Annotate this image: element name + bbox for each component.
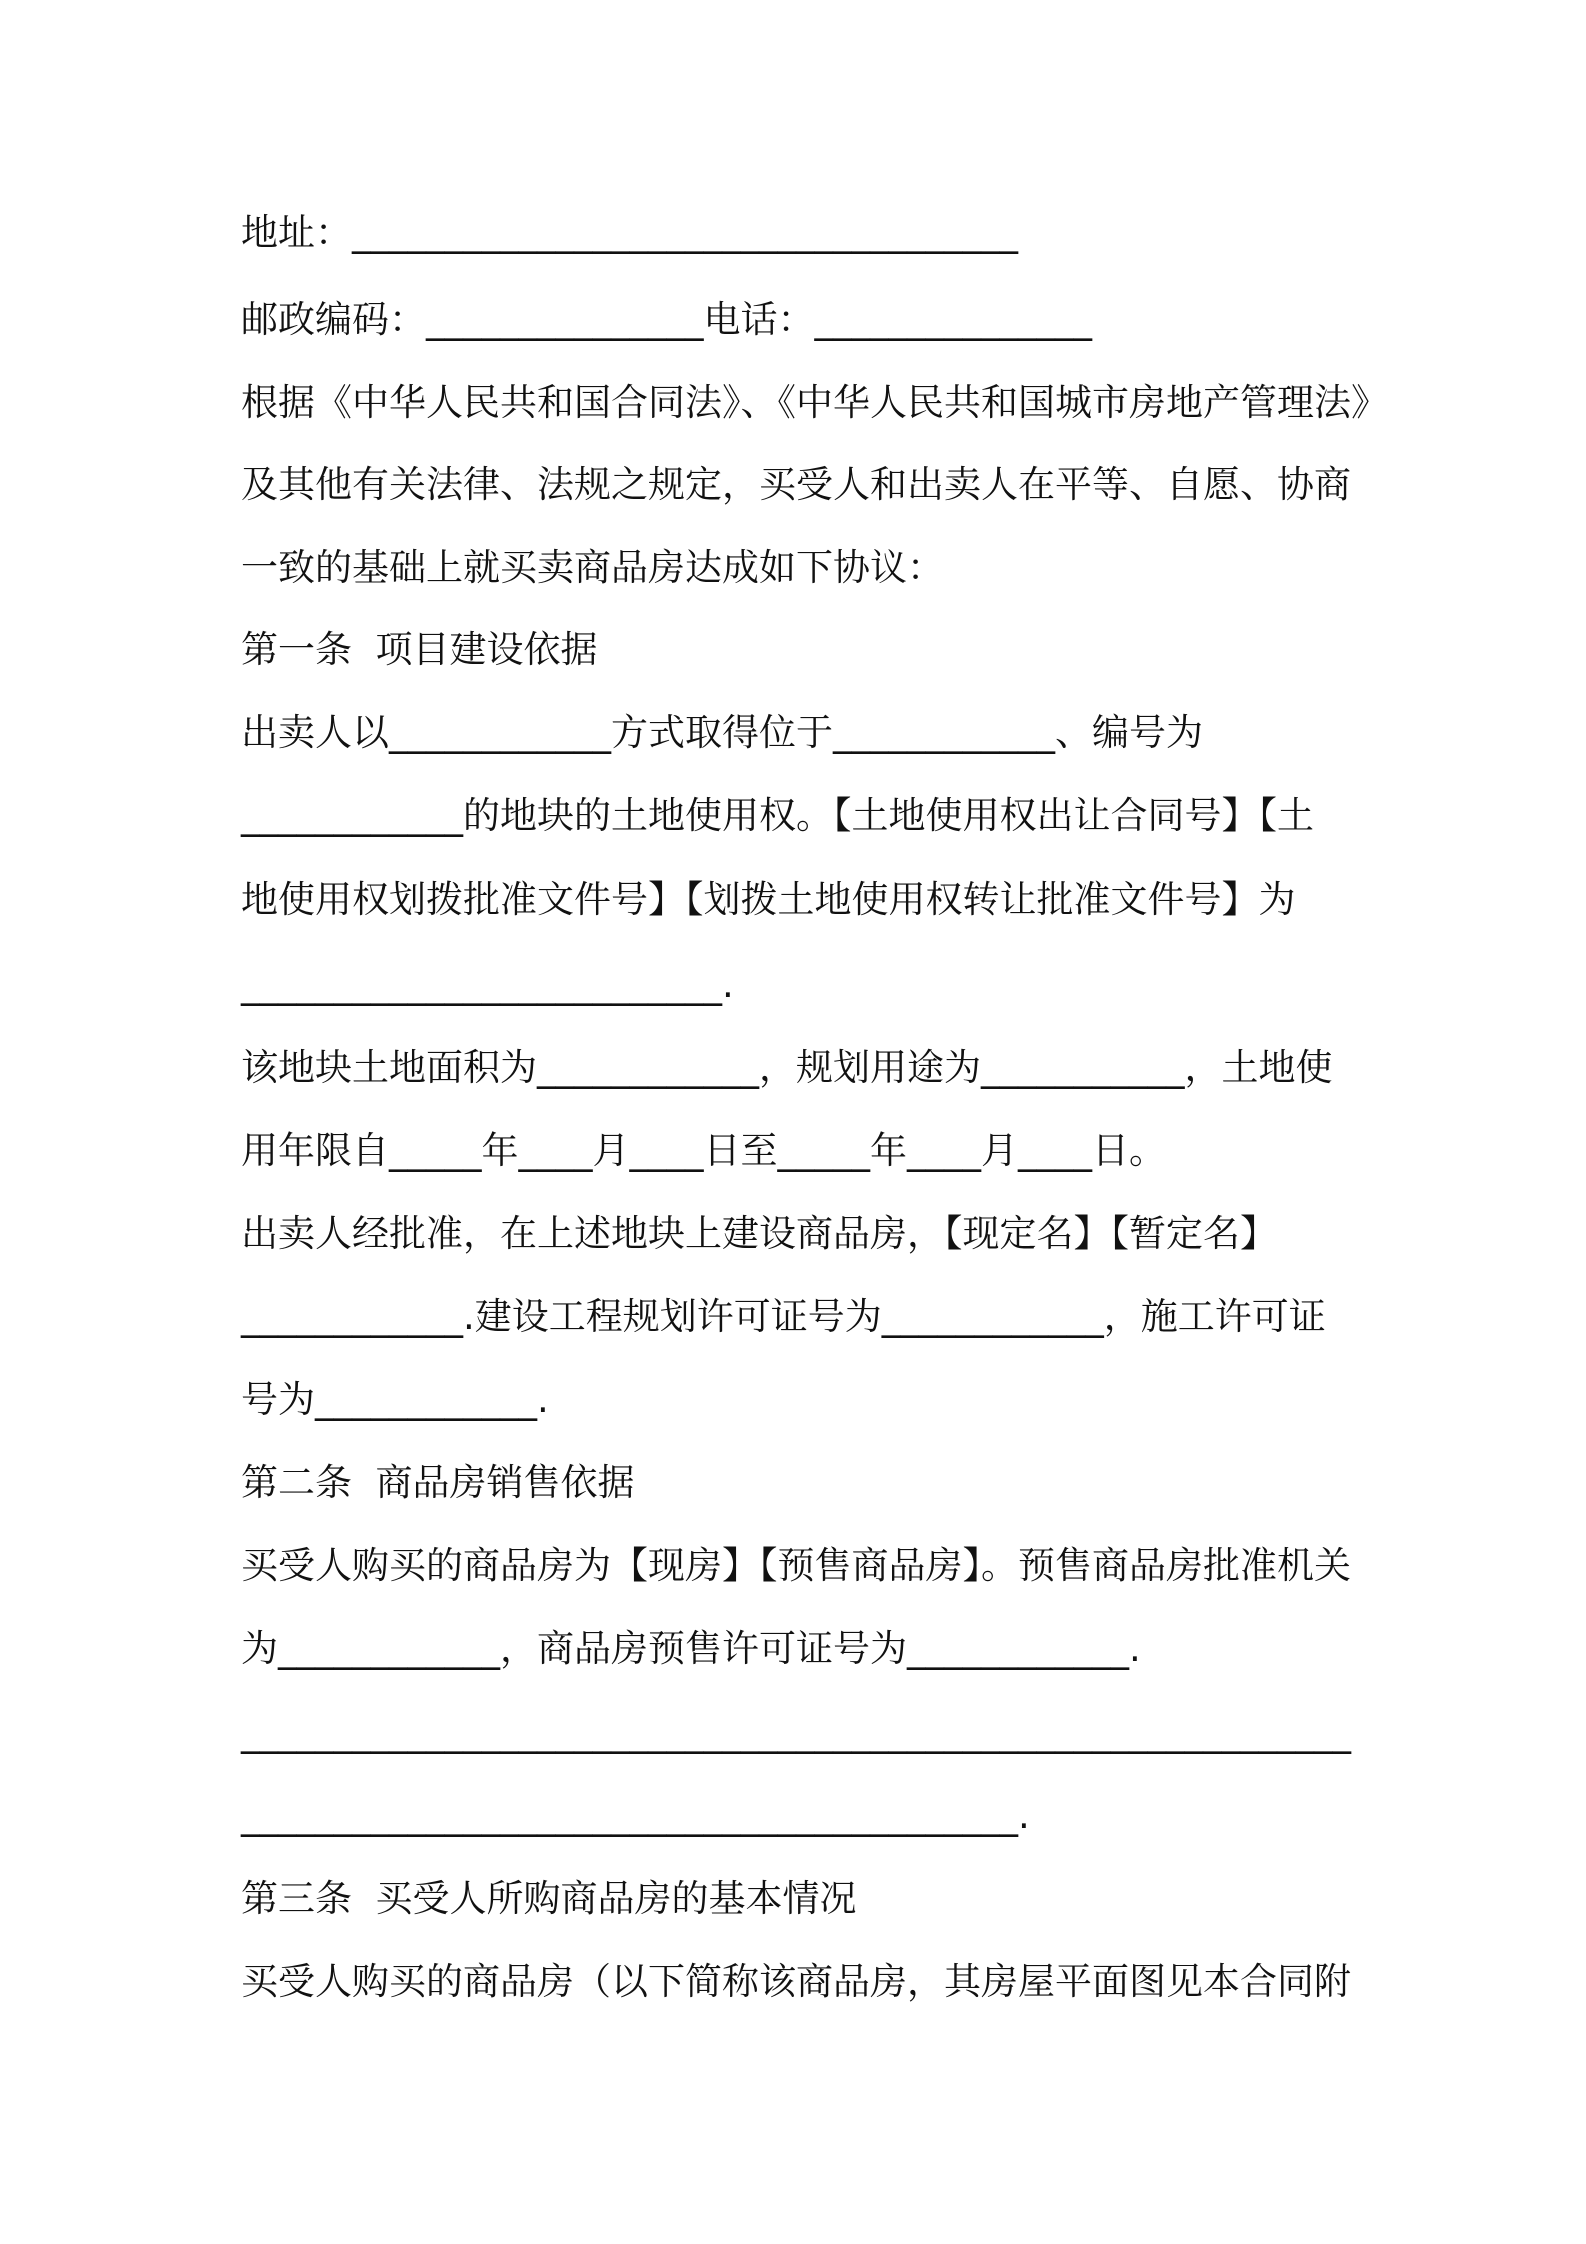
article-1-line-8: ____________.建设工程规划许可证号为____________，施工许可证: [241, 1295, 1326, 1338]
preamble-line-2: 及其他有关法律、法规之规定，买受人和出卖人在平等、自愿、协商: [241, 463, 1351, 506]
article-1-line-4: __________________________.: [241, 963, 734, 1006]
preamble-line-3: 一致的基础上就买卖商品房达成如下协议：: [241, 546, 944, 589]
article-1-line-3: 地使用权划拨批准文件号】【划拨土地使用权转让批准文件号】为: [241, 878, 1296, 921]
article-1-heading: 第一条 项目建设依据: [241, 628, 598, 671]
article-2-line-3: ____________________________________________________________: [241, 1711, 1351, 1754]
article-1-line-5: 该地块土地面积为____________，规划用途为___________，土地使: [241, 1046, 1333, 1089]
article-2-line-1: 买受人购买的商品房为【现房】【预售商品房】。预售商品房批准机关: [241, 1544, 1351, 1587]
article-2-line-2: 为____________，商品房预售许可证号为____________.: [241, 1627, 1141, 1670]
article-3-line-1: 买受人购买的商品房（以下简称该商品房，其房屋平面图见本合同附: [241, 1960, 1351, 2003]
address-line: 地址：____________________________________: [241, 211, 1018, 254]
article-1-line-9: 号为____________.: [241, 1378, 549, 1421]
article-1-line-1: 出卖人以____________方式取得位于____________、编号为: [241, 711, 1203, 754]
article-3-heading: 第三条 买受人所购商品房的基本情况: [241, 1877, 857, 1920]
article-1-line-7: 出卖人经批准，在上述地块上建设商品房，【现定名】【暂定名】: [241, 1212, 1277, 1255]
postal-phone-line: 邮政编码：_______________电话：_______________: [241, 298, 1092, 341]
article-1-line-2: ____________的地块的土地使用权。【土地使用权出让合同号】【土: [241, 794, 1314, 837]
article-2-line-4: __________________________________________.: [241, 1794, 1030, 1837]
preamble-line-1: 根据《中华人民共和国合同法》、《中华人民共和国城市房地产管理法》: [241, 381, 1388, 424]
article-1-line-6: 用年限自_____年____月____日至_____年____月____日。: [241, 1129, 1166, 1172]
article-2-heading: 第二条 商品房销售依据: [241, 1461, 635, 1504]
